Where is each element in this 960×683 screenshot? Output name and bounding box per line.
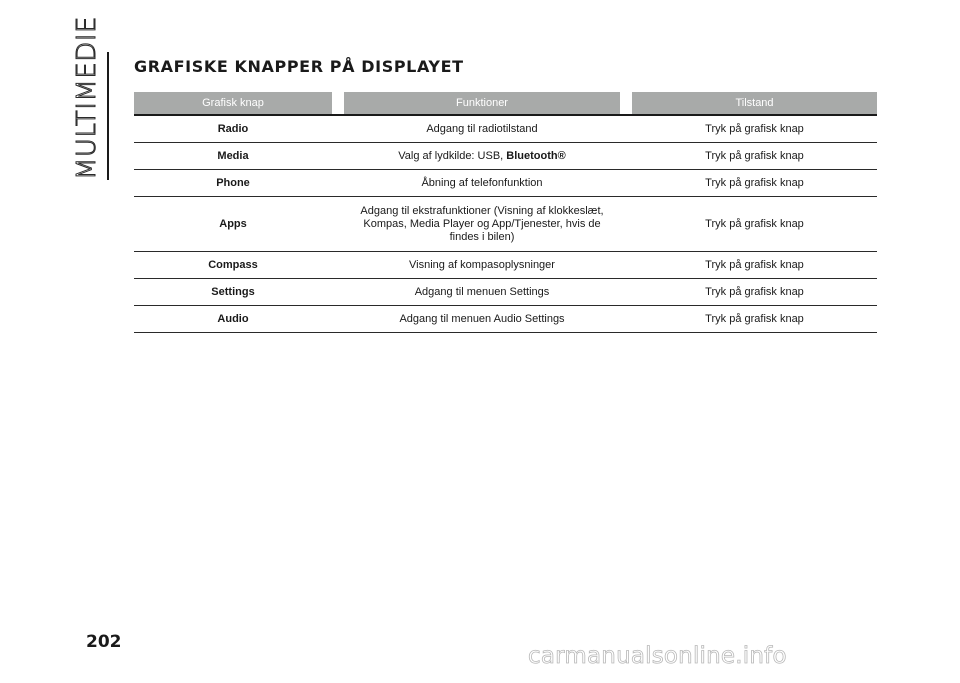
table-row bbox=[134, 170, 877, 197]
function-cell bbox=[344, 197, 620, 252]
button-name-cell: Settings bbox=[134, 279, 332, 306]
side-divider bbox=[107, 52, 109, 180]
button-name-cell: Media bbox=[134, 143, 332, 170]
function-cell bbox=[344, 143, 620, 170]
function-cell: Adgang til menuen Settings bbox=[344, 279, 620, 306]
header-gap bbox=[332, 92, 344, 115]
table-row bbox=[134, 143, 877, 170]
button-name-cell: Compass bbox=[134, 252, 332, 279]
state-cell: Tryk på grafisk knap bbox=[632, 170, 877, 197]
table-row bbox=[134, 279, 877, 306]
table-header-row bbox=[134, 92, 877, 115]
function-cell: Adgang til radiotilstand bbox=[344, 115, 620, 143]
state-cell: Tryk på grafisk knap bbox=[632, 252, 877, 279]
page-number: 202 bbox=[86, 632, 122, 652]
table-row bbox=[134, 197, 877, 252]
column-header-state: Tilstand bbox=[632, 92, 877, 115]
state-cell: Tryk på grafisk knap bbox=[632, 279, 877, 306]
table-row bbox=[134, 252, 877, 279]
section-side-label: MULTIMEDIE bbox=[72, 16, 102, 180]
function-text: Valg af lydkilde: USB, bbox=[398, 149, 507, 162]
table-row bbox=[134, 115, 877, 143]
table-row bbox=[134, 306, 877, 333]
column-header-button: Grafisk knap bbox=[134, 92, 332, 115]
graphic-buttons-table bbox=[134, 92, 877, 333]
function-text-bold: Bluetooth® bbox=[506, 149, 566, 162]
state-cell: Tryk på grafisk knap bbox=[632, 197, 877, 252]
state-cell: Tryk på grafisk knap bbox=[632, 306, 877, 333]
column-header-functions: Funktioner bbox=[344, 92, 620, 115]
function-cell: Visning af kompasoplysninger bbox=[344, 252, 620, 279]
button-name-cell: Apps bbox=[134, 197, 332, 252]
header-gap bbox=[620, 92, 632, 115]
state-cell: Tryk på grafisk knap bbox=[632, 115, 877, 143]
function-cell: Adgang til menuen Audio Settings bbox=[344, 306, 620, 333]
button-name-cell: Audio bbox=[134, 306, 332, 333]
state-cell: Tryk på grafisk knap bbox=[632, 143, 877, 170]
function-line: findes i bilen) bbox=[449, 230, 515, 243]
function-line: Kompas, Media Player og App/Tjenester, hvis de bbox=[363, 217, 601, 230]
section-title: GRAFISKE KNAPPER PÅ DISPLAYET bbox=[134, 57, 464, 76]
watermark-text[interactable]: carmanualsonline.info bbox=[528, 643, 787, 669]
button-name-cell: Phone bbox=[134, 170, 332, 197]
button-name-cell: Radio bbox=[134, 115, 332, 143]
function-cell: Åbning af telefonfunktion bbox=[344, 170, 620, 197]
function-line: Adgang til ekstrafunktioner (Visning af klokkeslæt, bbox=[360, 204, 604, 217]
